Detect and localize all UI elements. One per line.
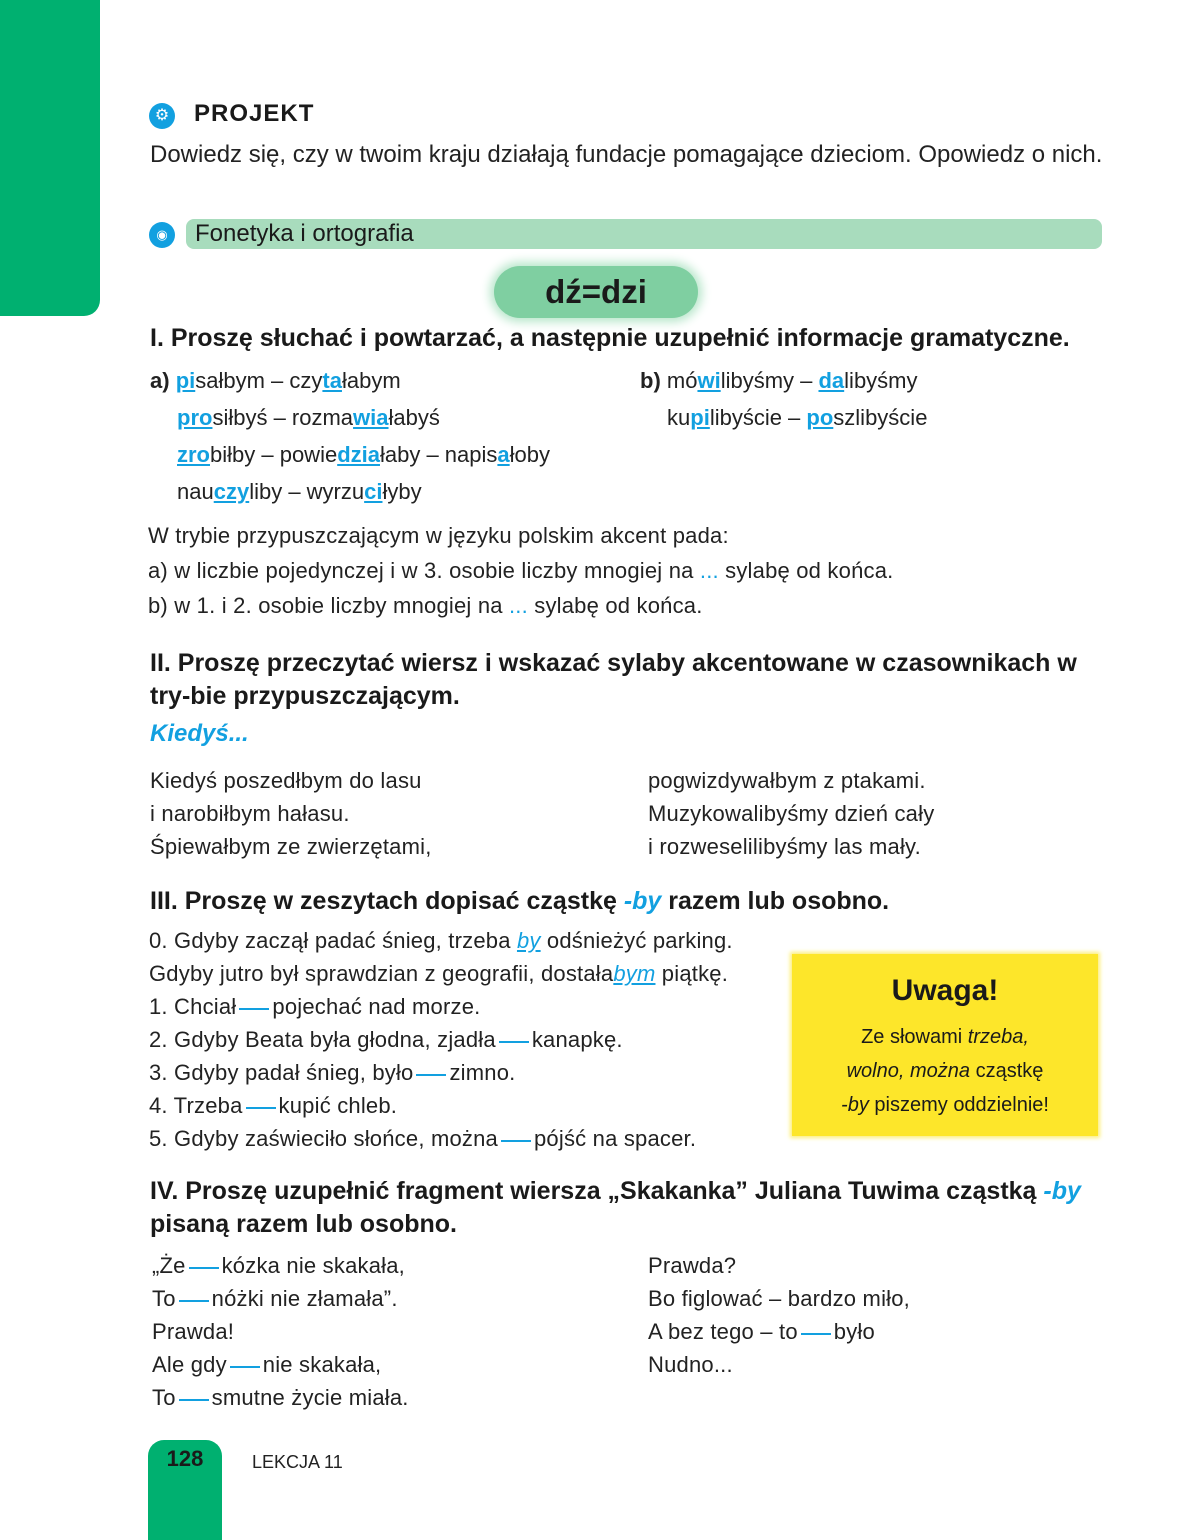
stressed-syllable: czy — [213, 479, 250, 504]
answer-dots-a: ... — [699, 558, 719, 583]
poem-line: Prawda! — [152, 1319, 235, 1344]
poem-line: Ale gdy nie skakała, — [152, 1352, 382, 1377]
answer-dots-b: ... — [509, 593, 528, 618]
poem-line: To nóżki nie złamała”. — [152, 1286, 398, 1311]
label-a: a) — [150, 368, 170, 393]
particle: -by — [623, 887, 662, 915]
info-intro: W trybie przypuszczającym w języku polskim akcent pada: — [148, 523, 729, 548]
poem-line: i rozweselilibyśmy las mały. — [648, 834, 921, 859]
word-text: libyście – — [709, 405, 807, 430]
exercise-item: 3. Gdyby padał śnieg, było zimno. — [149, 1060, 516, 1085]
word-row-a-2 — [150, 399, 620, 436]
stressed-syllable: ci — [364, 479, 383, 504]
poem-line: „Że kózka nie skakała, — [152, 1253, 405, 1278]
particle: -by — [1043, 1177, 1081, 1205]
blank-field[interactable] — [239, 1008, 269, 1010]
poem-title: Kiedyś... — [150, 720, 249, 747]
mouth-icon: ◉ — [149, 222, 175, 248]
exercise-item: 5. Gdyby zaświeciło słońce, można pójść na spacer. — [149, 1126, 697, 1151]
lesson-label: LEKCJA 11 — [252, 1452, 343, 1472]
exercise-1-heading: I. Proszę słuchać i powtarzać, a następnie uzupełnić informacje gramatyczne. — [150, 324, 1070, 352]
word-text: sałbym – czy — [195, 368, 323, 393]
poem-line: i narobiłbym hałasu. — [150, 801, 350, 826]
word-text: biłby – powie — [210, 442, 338, 467]
blank-field[interactable] — [801, 1333, 831, 1335]
grammar-info — [148, 518, 1108, 623]
poem-line: pogwizdywałbym z ptakami. — [648, 768, 926, 793]
word-row-b-1 — [640, 362, 1100, 399]
stressed-syllable: dzia — [337, 442, 380, 467]
blank-field[interactable] — [499, 1041, 529, 1043]
stressed-syllable: da — [818, 368, 845, 393]
exercise-3-heading: III. Proszę w zeszytach dopisać cząstkę -by razem lub osobno. — [150, 887, 890, 915]
poem-right — [648, 764, 1098, 863]
stressed-syllable: pi — [690, 405, 710, 430]
word-text: łoby — [509, 442, 551, 467]
info-line-b: b) w 1. i 2. osobie liczby mnogiej na ... sylabę od końca. — [148, 593, 703, 618]
blank-field[interactable] — [179, 1399, 209, 1401]
rule-pill: dź=dzi — [494, 266, 698, 318]
gears-icon: ⚙ — [149, 103, 175, 129]
poem-line: A bez tego – to było — [648, 1319, 875, 1344]
stressed-syllable: wi — [697, 368, 721, 393]
word-text: libyśmy – — [720, 368, 819, 393]
poem-fragment-left — [152, 1249, 632, 1414]
blank-field[interactable] — [189, 1267, 219, 1269]
blank-field[interactable] — [416, 1074, 446, 1076]
note-text: Ze słowami trzeba, wolno, można cząstkę -by piszemy oddzielnie! — [841, 1026, 1049, 1116]
project-text: Dowiedz się, czy w twoim kraju działają fundacje pomagające dzieciom. Opowiedz o nich. — [150, 141, 1103, 168]
stressed-syllable: a — [497, 442, 510, 467]
page-tab-top — [0, 0, 100, 316]
exercise-3-items — [149, 924, 799, 1155]
word-row-a-3 — [150, 436, 620, 473]
page-number: 128 — [166, 1446, 204, 1471]
stressed-syllable: pro — [177, 405, 213, 430]
word-row-a-4 — [150, 473, 620, 510]
example-fill: bym — [613, 961, 656, 986]
word-text: łabym — [341, 368, 401, 393]
exercise-item: 4. Trzeba kupić chleb. — [149, 1093, 398, 1118]
example-line: Gdyby jutro był sprawdzian z geografii, dostałabym piątkę. — [149, 961, 729, 986]
note-box — [792, 954, 1098, 1136]
poem-line: Śpiewałbym ze zwierzętami, — [150, 834, 432, 859]
word-text: siłbyś – rozma — [212, 405, 354, 430]
word-text: szlibyście — [833, 405, 928, 430]
word-text: łabyś — [388, 405, 440, 430]
poem-line: Prawda? — [648, 1253, 737, 1278]
word-row-a-1 — [150, 362, 620, 399]
note-title: Uwaga! — [891, 974, 999, 1007]
stressed-syllable: ta — [322, 368, 342, 393]
word-text: liby – wyrzu — [249, 479, 365, 504]
example-fill: by — [516, 928, 541, 953]
poem-line: Nudno... — [648, 1352, 733, 1377]
project-title: PROJEKT — [194, 100, 315, 127]
word-row-b-2 — [640, 399, 1100, 436]
blank-field[interactable] — [246, 1107, 276, 1109]
poem-line: Muzykowalibyśmy dzień cały — [648, 801, 935, 826]
word-text: łaby – napis — [379, 442, 498, 467]
word-list-b — [640, 362, 1100, 436]
poem-fragment-right — [648, 1249, 1098, 1381]
exercise-item: 1. Chciał pojechać nad morze. — [149, 994, 481, 1019]
stressed-syllable: zro — [177, 442, 210, 467]
exercise-2-heading: II. Proszę przeczytać wiersz i wskazać sylaby akcentowane w czasownikach w try-bie przypuszczającym. — [150, 649, 1077, 710]
exercise-4-heading: IV. Proszę uzupełnić fragment wiersza „Skakanka” Juliana Tuwima cząstką -by pisaną razem lub osobno. — [150, 1177, 1081, 1238]
word-text: łyby — [382, 479, 422, 504]
stressed-syllable: pi — [175, 368, 196, 393]
poem-line: Bo figlować – bardzo miło, — [648, 1286, 910, 1311]
blank-field[interactable] — [179, 1300, 209, 1302]
info-line-a: a) w liczbie pojedynczej i w 3. osobie liczby mnogiej na ... sylabę od końca. — [148, 558, 894, 583]
word-list-a — [150, 362, 620, 510]
blank-field[interactable] — [501, 1140, 531, 1142]
stressed-syllable: wia — [353, 405, 389, 430]
stressed-syllable: po — [806, 405, 834, 430]
section-title: Fonetyka i ortografia — [195, 220, 414, 247]
example-line: 0. Gdyby zaczął padać śnieg, trzeba by odśnieżyć parking. — [149, 928, 733, 953]
label-b: b) — [640, 368, 661, 393]
word-text: ku — [667, 405, 691, 430]
exercise-item: 2. Gdyby Beata była głodna, zjadła kanapkę. — [149, 1027, 623, 1052]
poem-left — [150, 764, 620, 863]
poem-line: To smutne życie miała. — [152, 1385, 409, 1410]
poem-line: Kiedyś poszedłbym do lasu — [150, 768, 422, 793]
word-text: libyśmy — [844, 368, 918, 393]
word-text: mó — [666, 368, 698, 393]
blank-field[interactable] — [230, 1366, 260, 1368]
word-text: nau — [177, 479, 214, 504]
